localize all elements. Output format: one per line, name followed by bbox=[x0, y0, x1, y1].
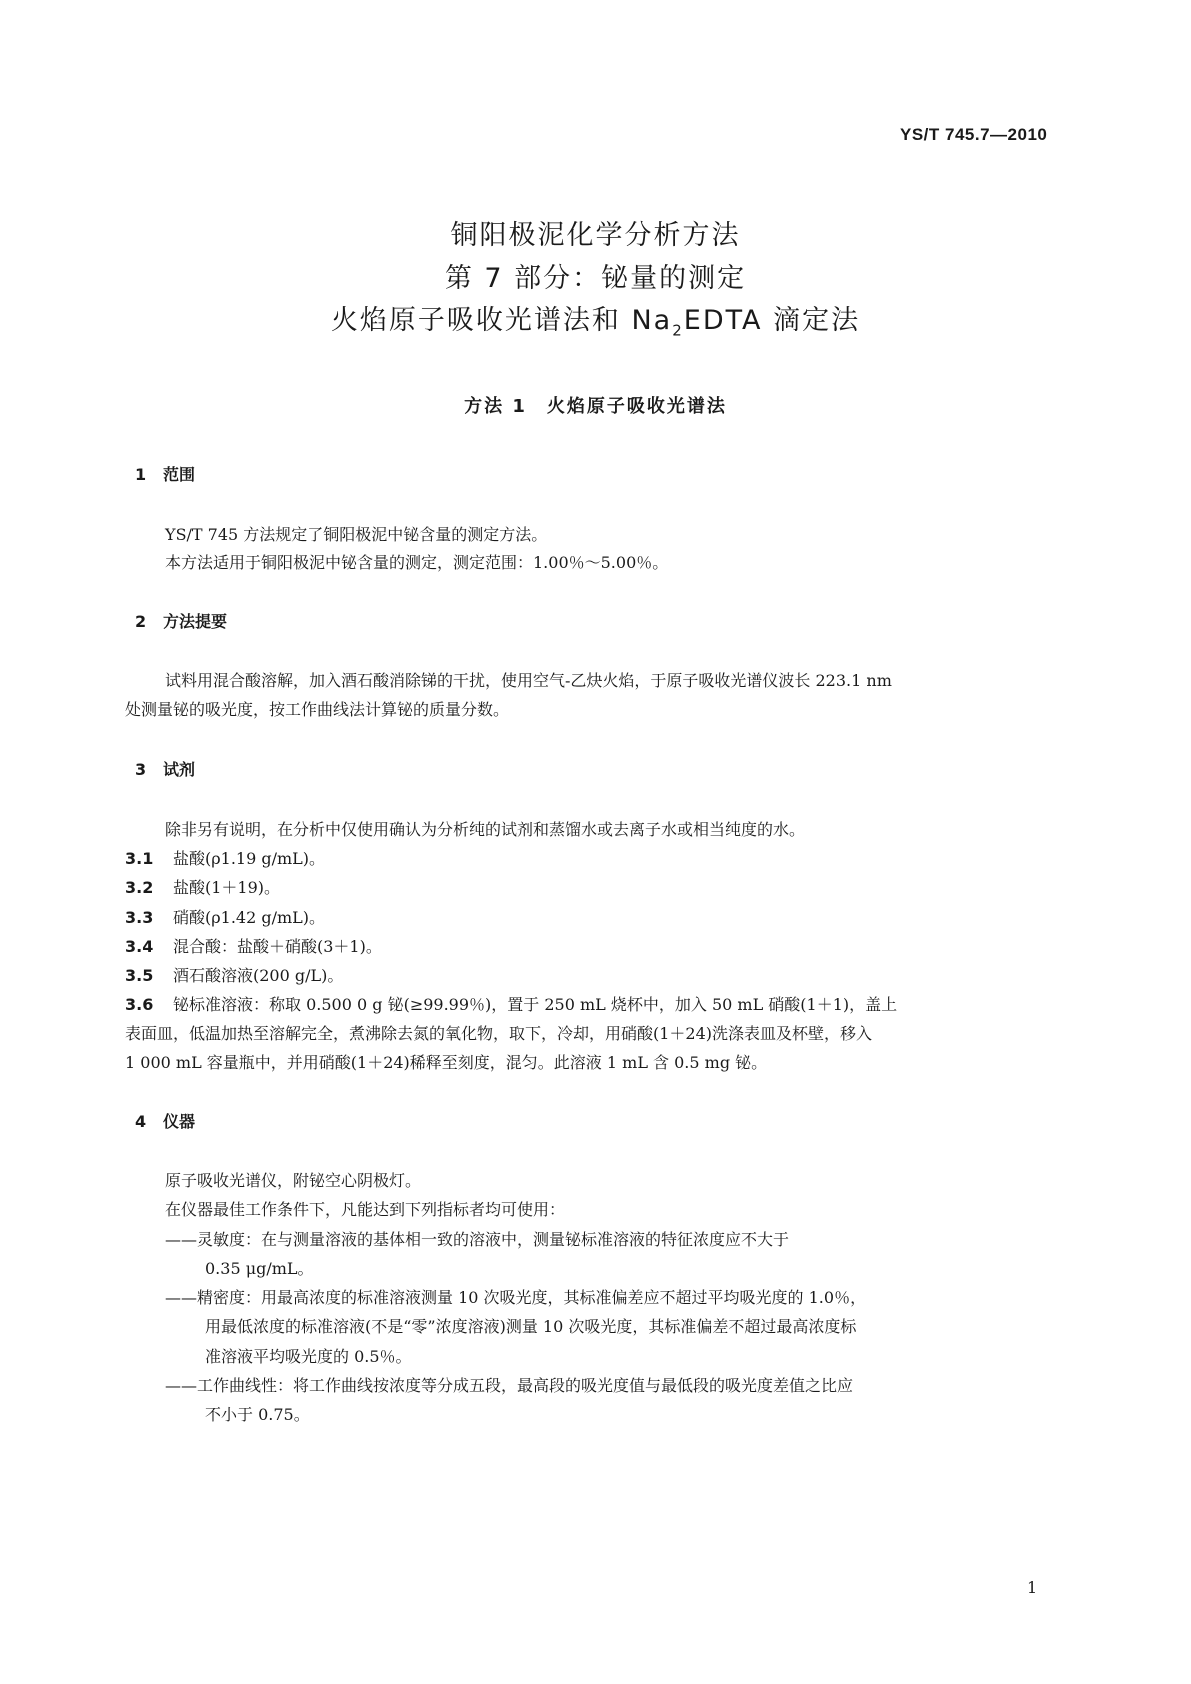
section-title: 仪器 bbox=[163, 1112, 196, 1131]
item-text: 盐酸(ρ1.19 g/mL)。 bbox=[173, 849, 326, 868]
item-number: 3.3 bbox=[125, 908, 154, 927]
section-title: 试剂 bbox=[163, 760, 196, 779]
section-4-paragraph-1: 原子吸收光谱仪，附铋空心阴极灯。 bbox=[165, 1171, 422, 1190]
standard-number: YS/T 745.7—2010 bbox=[900, 125, 1048, 144]
section-number: 4 bbox=[135, 1112, 147, 1131]
title-line-1: 铜阳极泥化学分析方法 bbox=[450, 220, 741, 251]
section-2-line-1: 试料用混合酸溶解，加入酒石酸消除锑的干扰，使用空气-乙炔火焰，于原子吸收光谱仪波长 223.1 nm bbox=[165, 671, 892, 690]
item-number: 3.6 bbox=[125, 995, 154, 1014]
section-4-paragraph-2: 在仪器最佳工作条件下，凡能达到下列指标者均可使用： bbox=[165, 1200, 566, 1219]
reagent-item bbox=[125, 992, 897, 1015]
title-line-3 bbox=[0, 298, 1191, 339]
indicator-line: 不小于 0.75。 bbox=[205, 1405, 310, 1424]
section-1-paragraph-1: YS/T 745 方法规定了铜阳极泥中铋含量的测定方法。 bbox=[165, 525, 548, 544]
item-number: 3.5 bbox=[125, 966, 154, 985]
item-text: 酒石酸溶液(200 g/L)。 bbox=[173, 966, 344, 985]
indicator-line: 用最低浓度的标准溶液(不是“零”浓度溶液)测量 10 次吸光度，其标准偏差不超过最高浓度标 bbox=[205, 1317, 857, 1336]
reagent-item-continued: 表面皿，低温加热至溶解完全，煮沸除去氮的氧化物，取下，冷却，用硝酸(1＋24)洗涤表皿及杯壁，移入 bbox=[125, 1024, 873, 1043]
section-3-heading bbox=[135, 757, 195, 780]
title-line-3-part-b: EDTA 滴定法 bbox=[683, 305, 861, 336]
section-number: 1 bbox=[135, 465, 147, 484]
reagent-item-continued: 1 000 mL 容量瓶中，并用硝酸(1＋24)稀释至刻度，混匀。此溶液 1 mL 含 0.5 mg 铋。 bbox=[125, 1053, 768, 1072]
section-title: 方法提要 bbox=[163, 612, 228, 631]
page-number: 1 bbox=[1027, 1578, 1038, 1597]
indicator-line: 0.35 μg/mL。 bbox=[205, 1259, 314, 1278]
item-number: 3.1 bbox=[125, 849, 154, 868]
title-line-3-part-a: 火焰原子吸收光谱法和 Na bbox=[330, 305, 673, 336]
title-line-2: 第 7 部分：铋量的测定 bbox=[444, 263, 747, 294]
reagent-item bbox=[125, 963, 343, 986]
item-text: 混合酸：盐酸＋硝酸(3＋1)。 bbox=[173, 937, 382, 956]
reagent-item bbox=[125, 934, 382, 957]
indicator-line: 准溶液平均吸光度的 0.5％。 bbox=[205, 1347, 412, 1366]
title-subscript: 2 bbox=[672, 321, 684, 340]
item-text: 盐酸(1＋19)。 bbox=[173, 878, 281, 897]
section-2-heading bbox=[135, 609, 227, 632]
reagent-item bbox=[125, 875, 280, 898]
section-title: 范围 bbox=[163, 465, 196, 484]
section-2-line-2: 处测量铋的吸光度，按工作曲线法计算铋的质量分数。 bbox=[125, 700, 510, 719]
item-text: 硝酸(ρ1.42 g/mL)。 bbox=[173, 908, 326, 927]
indicator-line: ——精密度：用最高浓度的标准溶液测量 10 次吸光度，其标准偏差应不超过平均吸光度的 1.0％， bbox=[165, 1288, 867, 1307]
indicator-line: ——灵敏度：在与测量溶液的基体相一致的溶液中，测量铋标准溶液的特征浓度应不大于 bbox=[165, 1230, 790, 1249]
method-heading: 方法 1 火焰原子吸收光谱法 bbox=[464, 396, 727, 417]
reagent-item bbox=[125, 846, 325, 869]
reagent-item bbox=[125, 905, 325, 928]
section-1-heading bbox=[135, 462, 195, 485]
item-number: 3.4 bbox=[125, 937, 154, 956]
item-text: 铋标准溶液：称取 0.500 0 g 铋(≥99.99％)，置于 250 mL 烧杯中，加入 50 mL 硝酸(1＋1)，盖上 bbox=[173, 995, 898, 1014]
section-number: 2 bbox=[135, 612, 147, 631]
item-number: 3.2 bbox=[125, 878, 154, 897]
section-3-intro: 除非另有说明，在分析中仅使用确认为分析纯的试剂和蒸馏水或去离子水或相当纯度的水。 bbox=[165, 820, 806, 839]
section-4-heading bbox=[135, 1109, 195, 1132]
indicator-line: ——工作曲线性：将工作曲线按浓度等分成五段，最高段的吸光度值与最低段的吸光度差值之比应 bbox=[165, 1376, 854, 1395]
section-number: 3 bbox=[135, 760, 147, 779]
section-1-paragraph-2: 本方法适用于铜阳极泥中铋含量的测定，测定范围：1.00％～5.00％。 bbox=[165, 553, 669, 572]
